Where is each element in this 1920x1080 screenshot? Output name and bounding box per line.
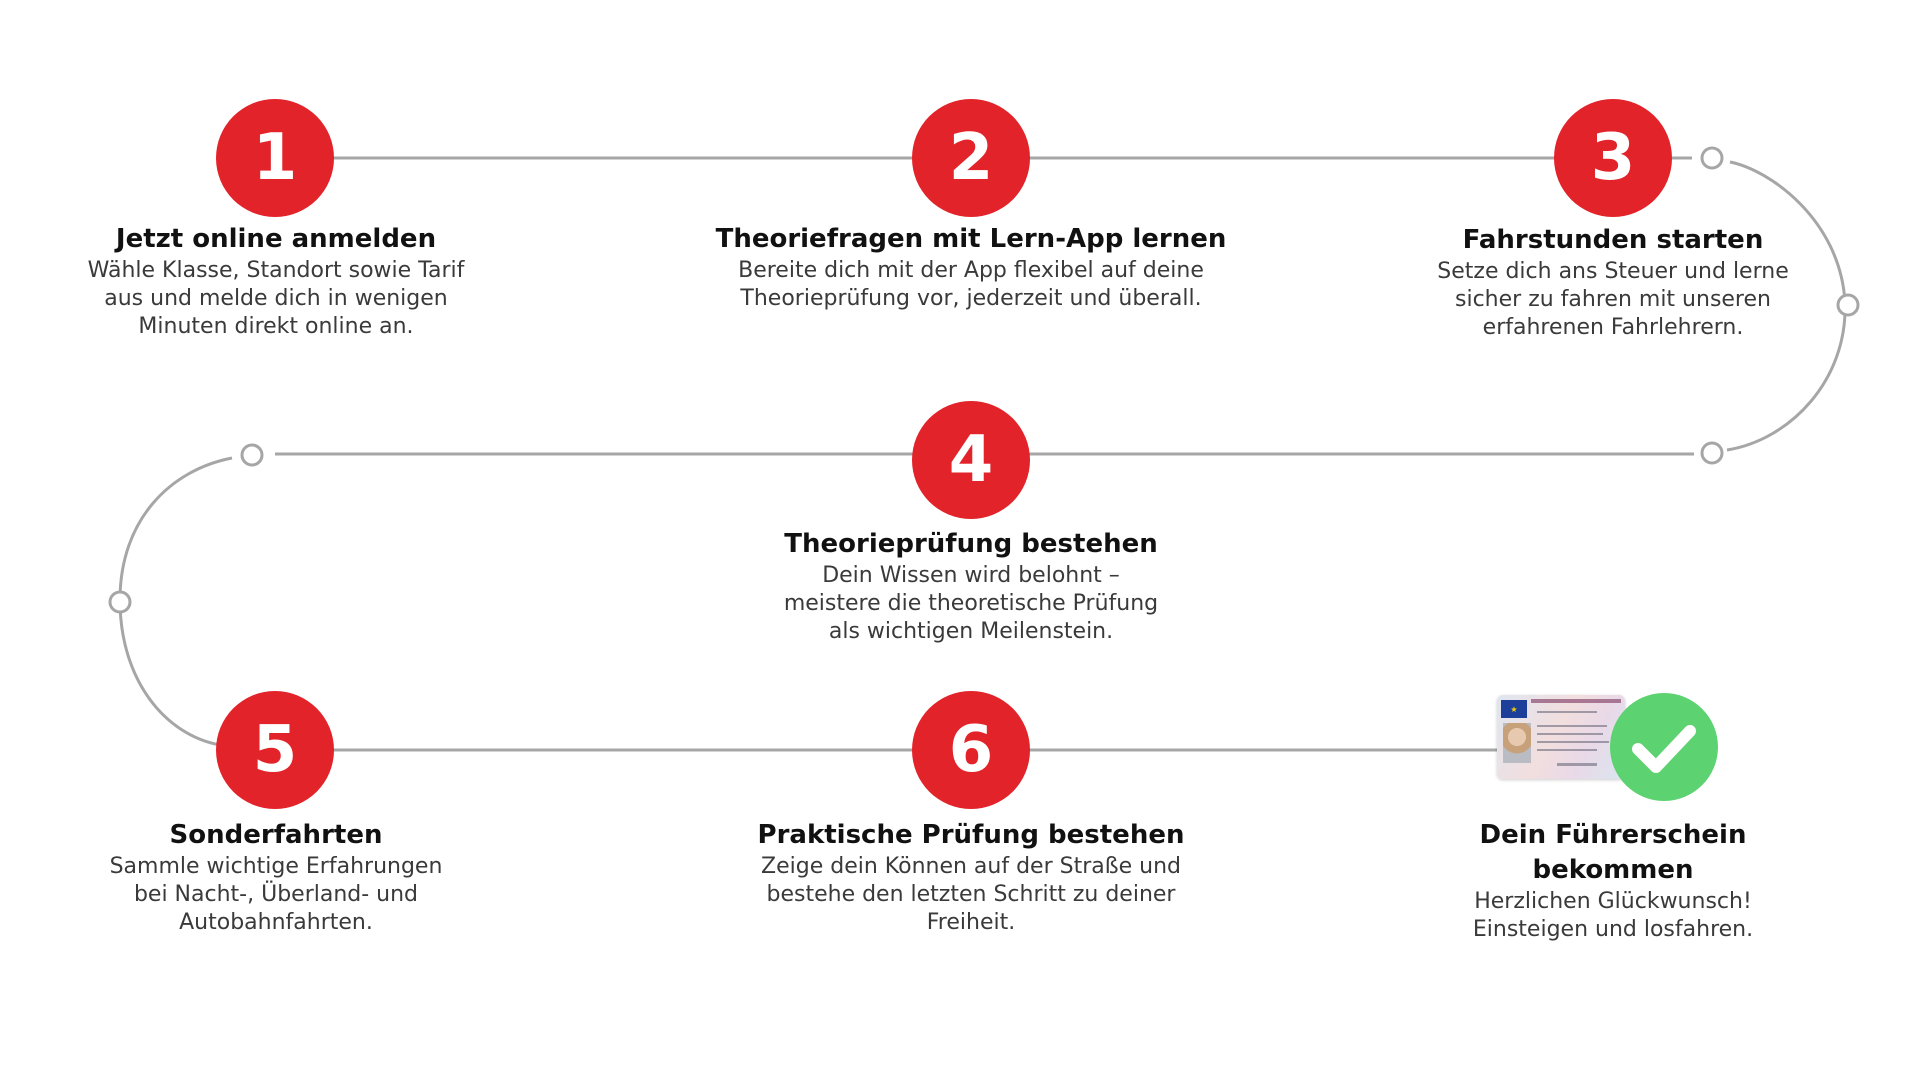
step-3-desc-line: erfahrenen Fahrlehrern. [1482,315,1744,340]
step-4-desc-line: als wichtigen Meilenstein. [828,619,1114,644]
checkmark-badge [1610,693,1718,801]
step-4-title: Theorieprüfung bestehen [784,529,1158,559]
license-header-stripe [1531,699,1621,703]
license-photo [1503,723,1531,763]
waypoint-node [242,445,262,465]
step-3-title: Fahrstunden starten [1462,225,1764,255]
step-5-badge [216,691,334,809]
license-signature [1557,763,1597,766]
step-5-desc-line: bei Nacht-, Überland- und [133,882,419,907]
checkmark-icon [1610,693,1718,801]
step-3-desc-line: Setze dich ans Steuer und lerne [1437,259,1789,284]
waypoint-node [1702,443,1722,463]
step-3-badge [1554,99,1672,217]
waypoint-node [1702,148,1722,168]
final-title-line: Dein Führerschein [1479,820,1747,850]
step-6-badge [912,691,1030,809]
step-2-desc-line: Bereite dich mit der App flexibel auf deine [738,258,1204,283]
license-text-line [1537,711,1597,713]
step-6-number: 6 [948,713,994,787]
step-1-desc-line: aus und melde dich in wenigen [104,286,448,311]
step-6-desc-line: Zeige dein Können auf der Straße und [761,854,1181,879]
step-5-desc-line: Sammle wichtige Erfahrungen [109,854,443,879]
license-text-line [1537,733,1603,735]
waypoint-node [110,592,130,612]
step-1-desc-line: Wähle Klasse, Standort sowie Tarif [87,258,465,283]
license-text-line [1537,725,1607,727]
final-desc-line: Herzlichen Glückwunsch! [1474,889,1752,914]
license-text-line [1537,749,1597,751]
step-4-text [741,527,1201,646]
step-2-title: Theoriefragen mit Lern-App lernen [715,224,1227,254]
final-step-text [1383,818,1843,944]
step-6-title: Praktische Prüfung bestehen [757,820,1185,850]
step-3-desc-line: sicher zu fahren mit unseren [1455,287,1771,312]
step-4-desc-line: meistere die theoretische Prüfung [783,591,1159,616]
step-2-badge [912,99,1030,217]
eu-flag-icon: ★ [1501,700,1527,718]
step-4-desc-line: Dein Wissen wird belohnt – [822,563,1120,588]
step-1-number: 1 [252,121,298,195]
step-2-desc-line: Theorieprüfung vor, jederzeit und überall. [740,286,1202,311]
step-6-desc-line: bestehe den letzten Schritt zu deiner [766,882,1176,907]
step-5-desc-line: Autobahnfahrten. [179,910,373,935]
step-1-badge [216,99,334,217]
step-5-title: Sonderfahrten [169,820,383,850]
step-5-text [46,818,506,937]
final-title-line: bekommen [1532,855,1694,885]
step-2-text [701,222,1241,313]
drivers-license-icon [1497,695,1625,779]
license-text-line [1537,741,1609,743]
final-desc-line: Einsteigen und losfahren. [1472,917,1754,942]
step-1-desc-line: Minuten direkt online an. [138,314,414,339]
connector-curve-left [120,458,232,745]
step-4-number: 4 [948,423,994,497]
step-2-number: 2 [948,121,994,195]
step-1-title: Jetzt online anmelden [115,224,437,254]
step-4-badge [912,401,1030,519]
step-6-desc-line: Freiheit. [926,910,1016,935]
step-3-text [1383,223,1843,342]
step-5-number: 5 [252,713,298,787]
step-6-text [721,818,1221,937]
step-1-text [46,222,506,341]
step-3-number: 3 [1590,121,1636,195]
